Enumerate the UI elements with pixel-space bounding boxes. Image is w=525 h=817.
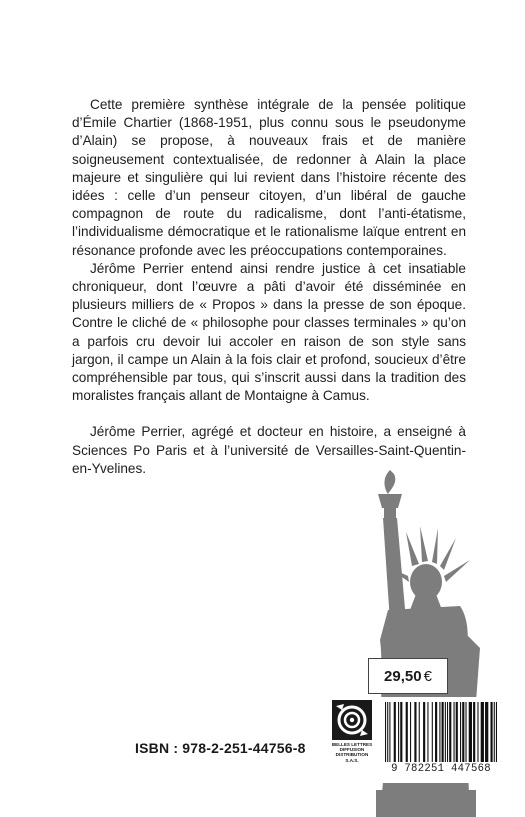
barcode-bar bbox=[473, 702, 475, 762]
barcode-bar bbox=[414, 702, 416, 762]
barcode-bar bbox=[439, 702, 440, 762]
barcode-bar bbox=[389, 702, 390, 762]
barcode-bar bbox=[427, 702, 428, 762]
barcode-bar bbox=[442, 702, 444, 762]
barcode-bar bbox=[449, 702, 451, 762]
barcode-bar bbox=[456, 702, 458, 762]
barcode-bar bbox=[385, 702, 386, 762]
publisher-logo-icon bbox=[332, 700, 372, 740]
blurb-paragraph-1: Cette première synthèse intégrale de la pensée politique d’Émile Chartier (1868-1951, plus connu sous le pseudonyme d’Alain) se propose, à nouveaux frais et de manière soigneusement contextualisée, de redonner à Alain la place majeure et singulière qui lui revient dans l’histoire récente des idées : celle d’un penseur citoyen, d’un libéral de gauche compagnon de route du radicalisme, dont l’anti-étatisme, l’individualisme démocratique et le rationalisme laïque entrent en résonance profonde avec les préoccupations contemporaines. bbox=[72, 97, 466, 258]
barcode-bar bbox=[398, 702, 399, 762]
barcode-bar bbox=[469, 702, 472, 762]
barcode-bar bbox=[460, 702, 461, 762]
barcode-bar bbox=[465, 702, 466, 762]
blurb-paragraph-2: Jérôme Perrier entend ainsi rendre justice à cet insatiable chroniqueur, dont l’œuvre a pâti d’avoir été disséminée en plusieurs milliers de « Propos » dans la presse de son époque. Contre le cliché de « philosophe pour classes terminales » qu’on a parfois cru devoir lui accoler en raison de son style sans jargon, il campe un Alain à la fois clair et profond, soucieux d’être compréhensible par tous, qui s’inscrit aussi dans la tradition des moralistes français allant de Montaigne à Camus. bbox=[72, 260, 466, 404]
barcode-bar bbox=[447, 702, 448, 762]
barcode-bar bbox=[445, 702, 446, 762]
barcode-digits: 9 782251 447568 bbox=[391, 763, 491, 775]
barcode-bar bbox=[496, 702, 497, 762]
publisher-block bbox=[330, 700, 374, 763]
barcode-area bbox=[377, 697, 505, 783]
barcode-bar bbox=[454, 702, 455, 762]
author-bio: Jérôme Perrier, agrégé et docteur en histoire, a enseigné à Sciences Po Paris et à l’université de Versailles-Saint-Quentin-en-Yvelines. bbox=[72, 424, 466, 476]
price-amount: 29,50 bbox=[384, 667, 422, 685]
barcode-bar bbox=[485, 702, 488, 762]
barcode-bar bbox=[462, 702, 464, 762]
barcode bbox=[384, 702, 498, 762]
barcode-bar bbox=[400, 702, 402, 762]
price-currency: € bbox=[423, 667, 432, 685]
barcode-bar bbox=[435, 702, 437, 762]
barcode-bar bbox=[432, 702, 433, 762]
barcode-bar bbox=[394, 702, 396, 762]
barcode-bar bbox=[477, 702, 478, 762]
price-tag bbox=[368, 658, 448, 694]
barcode-bar bbox=[419, 702, 420, 762]
barcode-bar bbox=[423, 702, 425, 762]
blurb-text bbox=[72, 96, 466, 478]
isbn-text: ISBN : 978-2-251-44756-8 bbox=[135, 740, 306, 756]
barcode-bar bbox=[406, 702, 408, 762]
barcode-bar bbox=[410, 702, 411, 762]
barcode-bar bbox=[494, 702, 495, 762]
barcode-bar bbox=[387, 702, 388, 762]
barcode-bar bbox=[481, 702, 484, 762]
barcode-bar bbox=[490, 702, 492, 762]
publisher-name: BELLES LETTRES DIFFUSION DISTRIBUTION S.A.S. bbox=[331, 742, 373, 763]
